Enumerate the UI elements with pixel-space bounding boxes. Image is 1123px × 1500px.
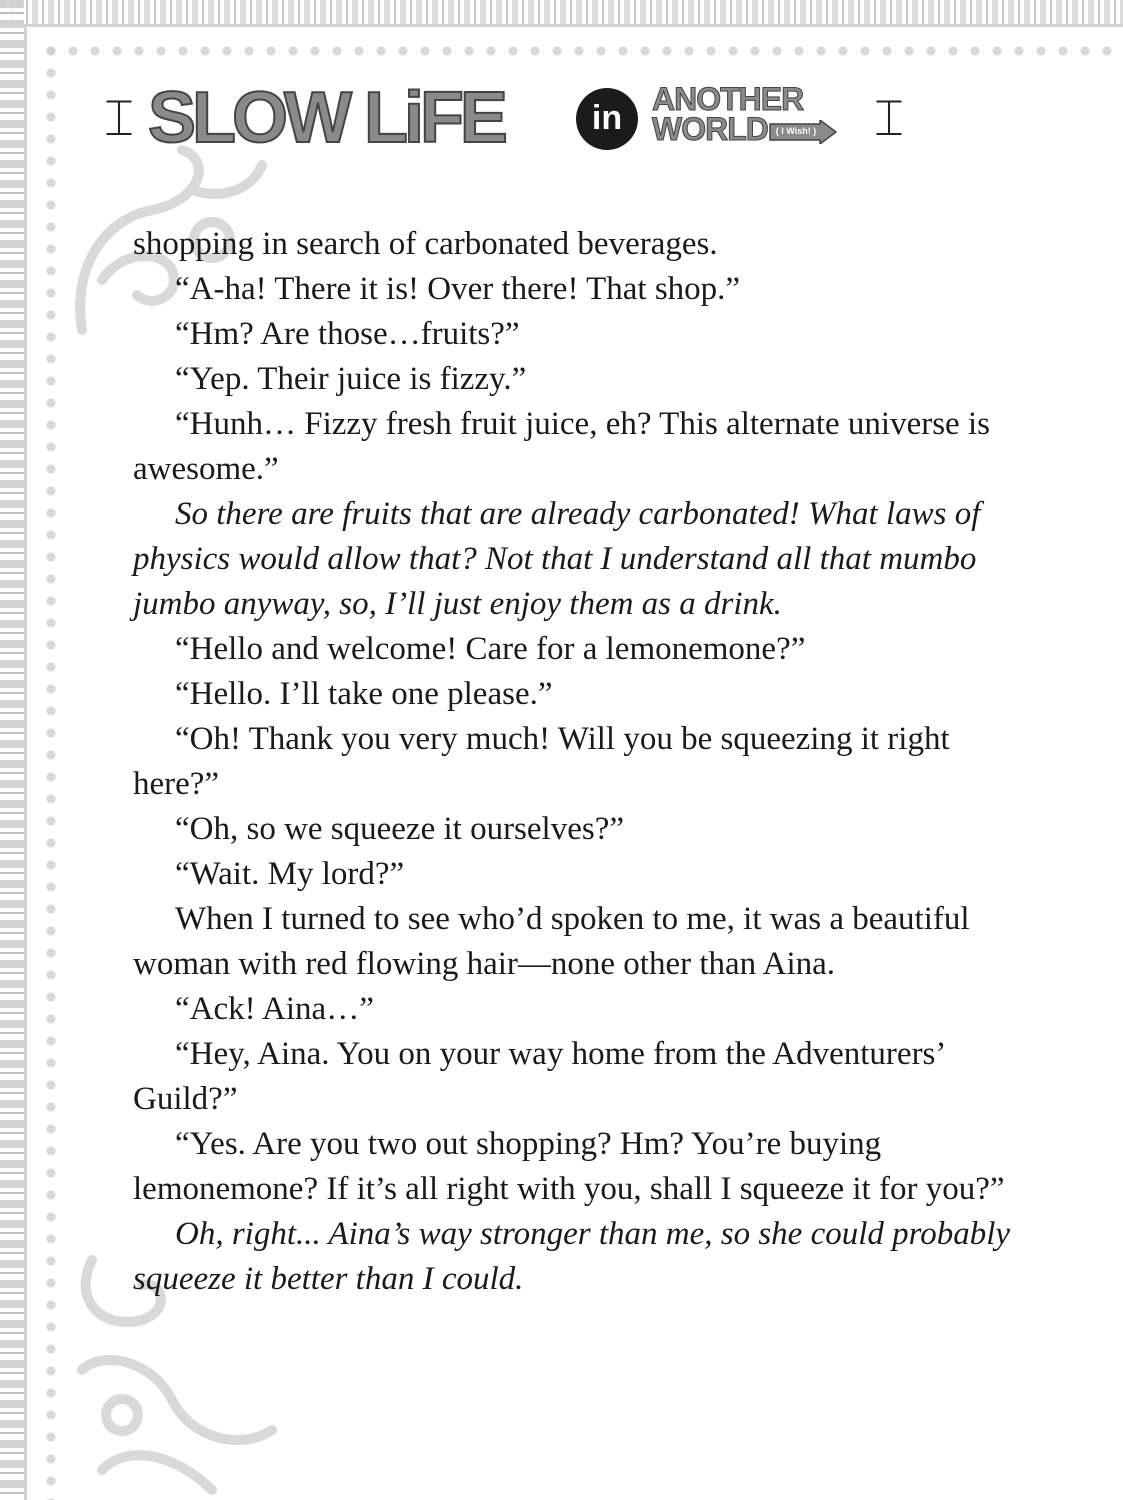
logo-in-badge: in (576, 88, 638, 150)
top-border-ornament (0, 0, 1123, 24)
logo-title-world: WORLD (652, 111, 768, 147)
italic-thought-paragraph: Oh, right... Aina’s way stronger than me, so she could probably squeeze it better than I could. (133, 1216, 1011, 1297)
body-text (133, 222, 1013, 1302)
paragraph: “A-ha! There it is! Over there! That shop.” (175, 271, 741, 307)
paragraph: “Oh, so we squeeze it ourselves?” (175, 811, 624, 847)
paragraph: “Wait. My lord?” (175, 856, 405, 892)
diamond-border-column (40, 40, 62, 1500)
paragraph: When I turned to see who’d spoken to me, it was a beautiful woman with red flowing hair—none other than Aina. (133, 901, 970, 982)
left-border-ornament (0, 0, 24, 1500)
logo-title-main: SLOW LiFE (148, 78, 504, 158)
paragraph: “Hey, Aina. You on your way home from the Adventurers’ Guild?” (133, 1036, 944, 1117)
left-bracket-icon: ⌶ (104, 89, 134, 147)
right-bracket-icon: ⌶ (874, 89, 904, 147)
paragraph: “Oh! Thank you very much! Will you be squeezing it right here?” (133, 721, 950, 802)
paragraph: “Hunh… Fizzy fresh fruit juice, eh? This alternate universe is awesome.” (133, 406, 990, 487)
paragraph: “Hm? Are those…fruits?” (175, 316, 520, 352)
paragraph: “Yes. Are you two out shopping? Hm? You’re buying lemonemone? If it’s all right with you, shall I squeeze it for you?” (133, 1126, 1005, 1207)
logo-subtitle-wish: ( I Wish! ) (775, 126, 817, 136)
paragraph: “Hello and welcome! Care for a lemonemone?” (175, 631, 806, 667)
paragraph: “Yep. Their juice is fizzy.” (175, 361, 527, 397)
paragraph: “Hello. I’ll take one please.” (175, 676, 553, 712)
paragraph: “Ack! Aina…” (175, 991, 374, 1027)
series-logo-header (100, 78, 904, 162)
diamond-border-row (40, 40, 1123, 62)
logo-title-another: ANOTHER (652, 81, 804, 117)
paragraph: shopping in search of carbonated beverages. (133, 226, 718, 262)
italic-thought-paragraph: So there are fruits that are already carbonated! What laws of physics would allow that? Not that I understand all that mumbo jumbo anyway, so, I’ll just enjoy them as a drink. (133, 496, 981, 622)
